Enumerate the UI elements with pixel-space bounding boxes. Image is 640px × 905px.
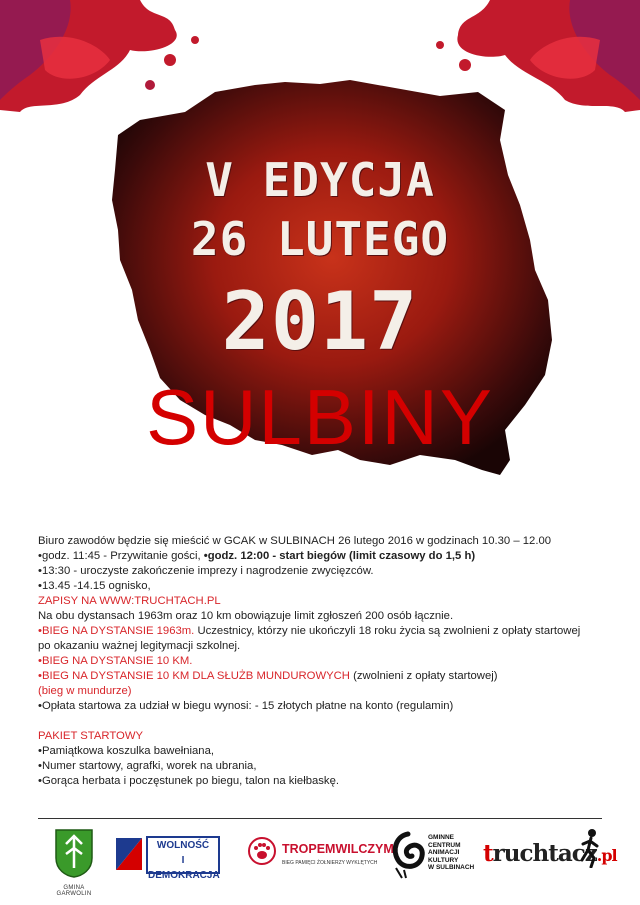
race-uniformed-sub: (bieg w mundurze) bbox=[38, 685, 132, 697]
truchtacz-logo bbox=[483, 836, 617, 882]
flag-icon bbox=[114, 834, 144, 872]
event-year: 2017 bbox=[221, 275, 419, 368]
gcak-line: CENTRUM bbox=[428, 841, 461, 849]
info-line bbox=[38, 624, 618, 639]
info-line: Biuro zawodów będzie się mieścić w GCAK w SULBINACH 26 lutego 2016 w godzinach 10.30 – 12.00 bbox=[38, 535, 552, 547]
gcak-line: ANIMACJI bbox=[428, 849, 460, 857]
gcak-logo bbox=[390, 830, 490, 890]
wolnosc-line2: I DEMOKRACJA bbox=[148, 855, 220, 881]
gmina-caption: GMINA GARWOLIN bbox=[56, 885, 92, 897]
schedule-welcome: •godz. 11:45 - Przywitanie gości, bbox=[38, 550, 204, 562]
race-uniformed-note: (zwolnieni z opłaty startowej) bbox=[349, 670, 498, 682]
gcak-line: GMINNE bbox=[428, 834, 454, 841]
event-date: 26 LUTEGO bbox=[190, 212, 450, 266]
runner-icon bbox=[579, 828, 601, 868]
tropem-subtitle: BIEG PAMIĘCI ŻOŁNIERZY WYKLĘTYCH bbox=[282, 860, 378, 866]
info-line bbox=[38, 669, 618, 684]
truchtacz-rest: ruchtacz bbox=[492, 840, 597, 867]
wolnosc-text bbox=[146, 836, 220, 881]
pakiet-item: •Pamiątkowa koszulka bawełniana, bbox=[38, 745, 215, 757]
event-info bbox=[38, 534, 618, 789]
gcak-line: KULTURY bbox=[428, 856, 459, 864]
truchtacz-t: t bbox=[483, 840, 493, 867]
gmina-logo bbox=[46, 828, 102, 897]
divider bbox=[38, 818, 602, 819]
gcak-text bbox=[428, 834, 474, 872]
info-line bbox=[38, 549, 618, 564]
race-10km-label: •BIEG NA DYSTANSIE 10 KM. bbox=[38, 655, 193, 667]
swirl-icon bbox=[390, 830, 426, 880]
info-line: •13.45 -14.15 ognisko, bbox=[38, 580, 151, 592]
event-location: SULBINY bbox=[146, 373, 494, 461]
tropem-name: TROPEMWILCZYM bbox=[282, 842, 394, 856]
pakiet-title: PAKIET STARTOWY bbox=[38, 730, 144, 742]
pakiet-item: •Numer startowy, agrafki, worek na ubrania, bbox=[38, 760, 257, 772]
schedule-start: •godz. 12:00 - start biegów (limit czasowy do 1,5 h) bbox=[203, 550, 476, 562]
race-uniformed-label: •BIEG NA DYSTANSIE 10 KM DLA SŁUŻB MUNDUROWYCH bbox=[38, 670, 350, 682]
info-line: •13:30 - uroczyste zakończenie imprezy i nagrodzenie zwycięzców. bbox=[38, 565, 374, 577]
gcak-line: W SULBINACH bbox=[428, 864, 475, 872]
race-1963m-label: •BIEG NA DYSTANSIE 1963m. bbox=[38, 625, 195, 637]
pakiet-item: •Gorąca herbata i poczęstunek po biegu, talon na kiełbaskę. bbox=[38, 775, 340, 787]
info-line: •Opłata startowa za udział w biegu wynosi: - 15 złotych płatne na konto (regulamin) bbox=[38, 700, 454, 712]
info-line: Na obu dystansach 1963m oraz 10 km obowiązuje limit zgłoszeń 200 osób łącznie. bbox=[38, 610, 454, 622]
sponsor-logos bbox=[38, 828, 617, 898]
paw-icon bbox=[248, 836, 276, 866]
registration-link[interactable]: ZAPISY NA WWW:TRUCHTACH.PL bbox=[38, 595, 221, 607]
race-1963m-note: Uczestnicy, którzy nie ukończyli 18 roku życia są zwolnieni z opłaty startowej bbox=[194, 625, 581, 637]
wolnosc-logo bbox=[114, 834, 220, 881]
coat-of-arms-icon bbox=[54, 828, 94, 878]
truchtacz-domain: .pl bbox=[596, 846, 617, 865]
wolnosc-line1: WOLNOŚĆ bbox=[156, 840, 210, 851]
info-line: po okazaniu ważnej legitymacji szkolnej. bbox=[38, 640, 241, 652]
edition-title: V EDYCJA bbox=[205, 153, 435, 207]
